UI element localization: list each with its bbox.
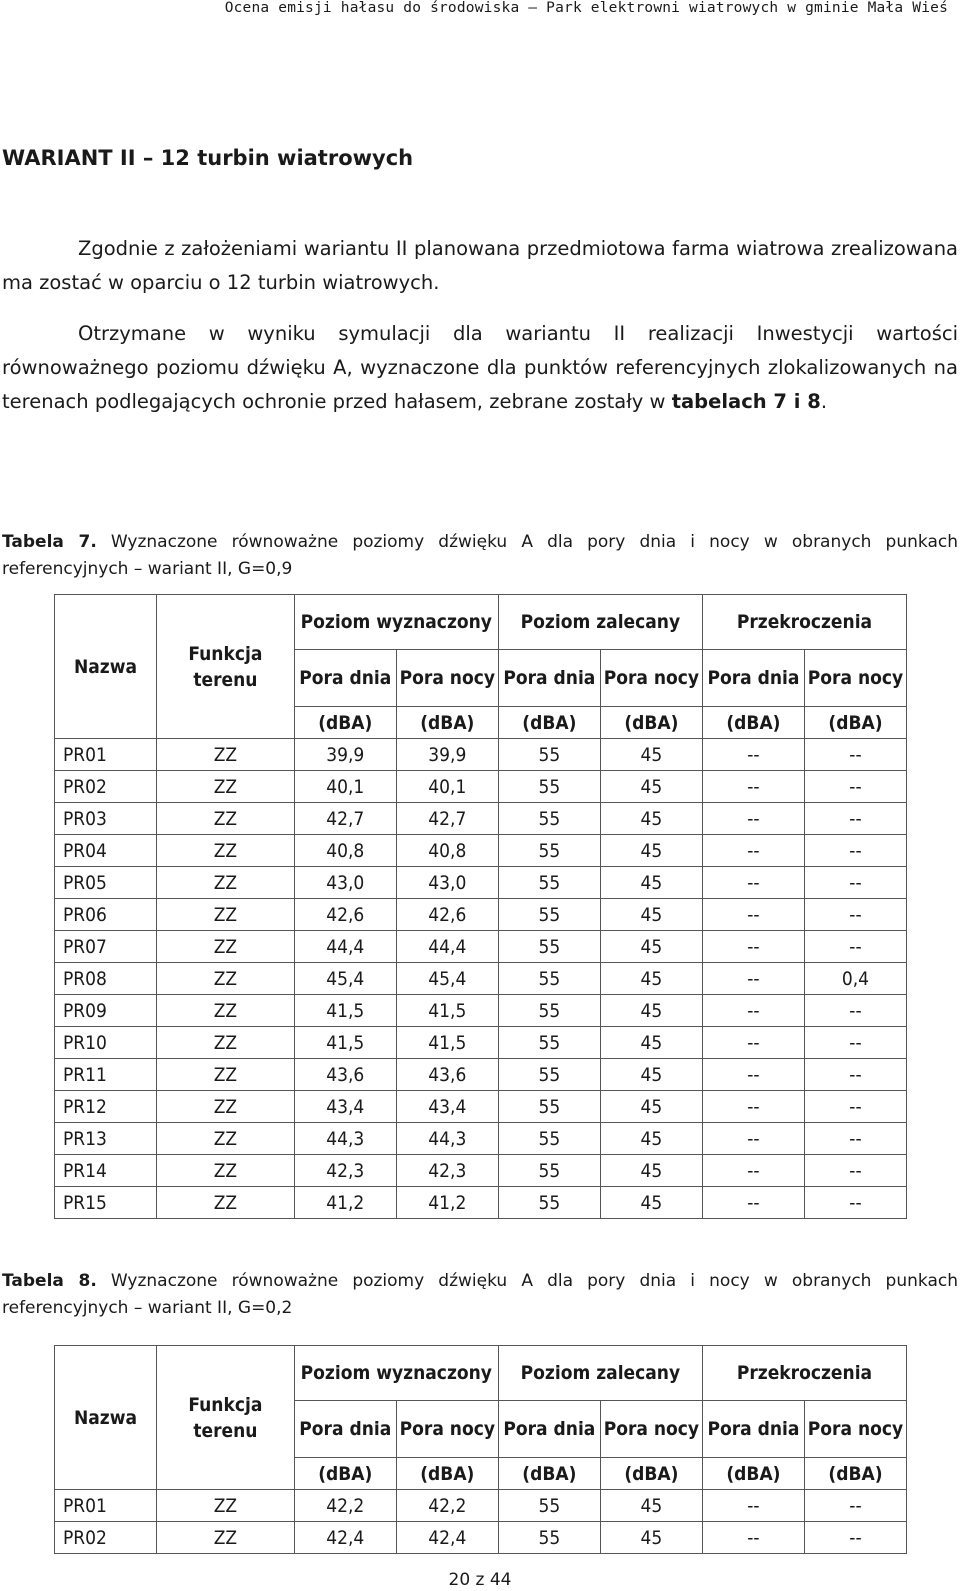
table-reference: tabelach 7 i 8 (671, 390, 821, 413)
header-pora-dnia: Pora dnia (498, 650, 600, 707)
cell-excess-night: -- (804, 771, 906, 803)
cell-excess-day: -- (702, 835, 804, 867)
table-row (55, 963, 907, 995)
cell-level-day: 41,2 (294, 1187, 396, 1219)
cell-excess-night: -- (804, 803, 906, 835)
cell-level-night: 40,1 (396, 771, 498, 803)
cell-level-night: 41,5 (396, 1027, 498, 1059)
cell-land-function: ZZ (157, 1123, 295, 1155)
cell-land-function: ZZ (157, 1059, 295, 1091)
header-unit: (dBA) (498, 707, 600, 739)
header-pora-nocy: Pora nocy (600, 1401, 702, 1458)
cell-limit-night: 45 (600, 1059, 702, 1091)
table-row (55, 931, 907, 963)
cell-level-night: 42,7 (396, 803, 498, 835)
header-unit: (dBA) (804, 1458, 906, 1490)
cell-excess-night: -- (804, 1027, 906, 1059)
cell-excess-night: -- (804, 1490, 906, 1522)
cell-limit-night: 45 (600, 739, 702, 771)
cell-excess-day: -- (702, 1522, 804, 1554)
cell-limit-night: 45 (600, 771, 702, 803)
header-pora-nocy: Pora nocy (396, 1401, 498, 1458)
cell-limit-day: 55 (498, 1059, 600, 1091)
cell-excess-night: -- (804, 1123, 906, 1155)
table8-caption-text: Wyznaczone równoważne poziomy dźwięku A dla pory dnia i nocy w obranych punkach referencyjnych – wariant II, G=0,2 (2, 1271, 958, 1318)
cell-limit-day: 55 (498, 1187, 600, 1219)
header-pora-nocy: Pora nocy (804, 650, 906, 707)
cell-limit-day: 55 (498, 1091, 600, 1123)
table7-body (55, 739, 907, 1219)
table7 (54, 594, 907, 1219)
header-pora-nocy: Pora nocy (804, 1401, 906, 1458)
cell-limit-day: 55 (498, 1123, 600, 1155)
cell-land-function: ZZ (157, 963, 295, 995)
cell-point-name: PR15 (55, 1187, 157, 1219)
cell-point-name: PR09 (55, 995, 157, 1027)
document-header: Ocena emisji hałasu do środowiska – Park elektrowni wiatrowych w gminie Mała Wieś (224, 0, 948, 16)
cell-level-night: 44,3 (396, 1123, 498, 1155)
cell-land-function: ZZ (157, 1027, 295, 1059)
cell-limit-day: 55 (498, 803, 600, 835)
cell-excess-day: -- (702, 995, 804, 1027)
cell-land-function: ZZ (157, 803, 295, 835)
cell-limit-day: 55 (498, 931, 600, 963)
header-poziom-wyznaczony: Poziom wyznaczony (294, 1346, 498, 1401)
cell-level-day: 41,5 (294, 995, 396, 1027)
header-przekroczenia: Przekroczenia (702, 595, 906, 650)
cell-excess-day: -- (702, 1123, 804, 1155)
paragraph-intro (2, 232, 958, 300)
cell-limit-night: 45 (600, 995, 702, 1027)
cell-excess-day: -- (702, 963, 804, 995)
header-pora-dnia: Pora dnia (702, 1401, 804, 1458)
cell-limit-night: 45 (600, 1522, 702, 1554)
cell-limit-day: 55 (498, 739, 600, 771)
cell-level-night: 42,2 (396, 1490, 498, 1522)
cell-level-day: 44,4 (294, 931, 396, 963)
cell-land-function: ZZ (157, 1155, 295, 1187)
cell-land-function: ZZ (157, 1091, 295, 1123)
cell-land-function: ZZ (157, 771, 295, 803)
cell-level-day: 43,4 (294, 1091, 396, 1123)
cell-excess-night: 0,4 (804, 963, 906, 995)
cell-land-function: ZZ (157, 1522, 295, 1554)
table8 (54, 1345, 907, 1554)
table-row (55, 803, 907, 835)
header-nazwa: Nazwa (55, 595, 157, 739)
header-pora-dnia: Pora dnia (498, 1401, 600, 1458)
cell-level-night: 42,6 (396, 899, 498, 931)
table-row (55, 899, 907, 931)
cell-excess-day: -- (702, 1490, 804, 1522)
header-unit: (dBA) (294, 707, 396, 739)
cell-point-name: PR01 (55, 739, 157, 771)
cell-level-day: 45,4 (294, 963, 396, 995)
cell-level-day: 42,6 (294, 899, 396, 931)
cell-excess-night: -- (804, 1187, 906, 1219)
table-row (55, 835, 907, 867)
cell-point-name: PR08 (55, 963, 157, 995)
header-unit: (dBA) (294, 1458, 396, 1490)
cell-level-night: 43,0 (396, 867, 498, 899)
cell-excess-night: -- (804, 1155, 906, 1187)
cell-limit-day: 55 (498, 1027, 600, 1059)
cell-excess-night: -- (804, 899, 906, 931)
table-row (55, 739, 907, 771)
cell-level-night: 42,4 (396, 1522, 498, 1554)
cell-land-function: ZZ (157, 1490, 295, 1522)
cell-limit-night: 45 (600, 803, 702, 835)
cell-limit-day: 55 (498, 1490, 600, 1522)
cell-point-name: PR02 (55, 1522, 157, 1554)
cell-level-day: 44,3 (294, 1123, 396, 1155)
page-number: 20 z 44 (448, 1570, 512, 1590)
cell-level-night: 42,3 (396, 1155, 498, 1187)
paragraph-results-text: Otrzymane w wyniku symulacji dla wariantu II realizacji Inwestycji wartości równoważnego poziomu dźwięku A, wyznaczone dla punktów referencyjnych zlokalizowanych na terenach podlegających ochronie przed hałasem, zebrane zostały w (2, 322, 958, 413)
cell-excess-day: -- (702, 803, 804, 835)
header-pora-nocy: Pora nocy (396, 650, 498, 707)
cell-limit-night: 45 (600, 1155, 702, 1187)
cell-excess-night: -- (804, 867, 906, 899)
cell-excess-day: -- (702, 1155, 804, 1187)
cell-excess-night: -- (804, 1091, 906, 1123)
cell-excess-night: -- (804, 739, 906, 771)
cell-level-day: 42,2 (294, 1490, 396, 1522)
cell-level-day: 39,9 (294, 739, 396, 771)
table-row (55, 995, 907, 1027)
header-pora-nocy: Pora nocy (600, 650, 702, 707)
header-funkcja: Funkcja terenu (157, 1346, 295, 1490)
cell-excess-day: -- (702, 739, 804, 771)
header-unit: (dBA) (804, 707, 906, 739)
cell-level-night: 40,8 (396, 835, 498, 867)
cell-limit-day: 55 (498, 1522, 600, 1554)
table-row (55, 1091, 907, 1123)
table8-caption-label: Tabela 8. (2, 1271, 97, 1291)
cell-land-function: ZZ (157, 835, 295, 867)
header-funkcja: Funkcja terenu (157, 595, 295, 739)
cell-point-name: PR11 (55, 1059, 157, 1091)
cell-excess-day: -- (702, 899, 804, 931)
cell-level-day: 40,1 (294, 771, 396, 803)
cell-limit-day: 55 (498, 867, 600, 899)
cell-point-name: PR01 (55, 1490, 157, 1522)
cell-excess-day: -- (702, 1091, 804, 1123)
table-row (55, 1522, 907, 1554)
cell-point-name: PR02 (55, 771, 157, 803)
paragraph-intro-text: Zgodnie z założeniami wariantu II planowana przedmiotowa farma wiatrowa zrealizowana ma zostać w oparciu o 12 turbin wiatrowych. (2, 237, 958, 294)
table-row (55, 1027, 907, 1059)
header-unit: (dBA) (396, 707, 498, 739)
header-unit: (dBA) (600, 707, 702, 739)
cell-level-day: 43,6 (294, 1059, 396, 1091)
cell-excess-day: -- (702, 771, 804, 803)
cell-level-day: 43,0 (294, 867, 396, 899)
cell-limit-day: 55 (498, 899, 600, 931)
table7-caption-text: Wyznaczone równoważne poziomy dźwięku A dla pory dnia i nocy w obranych punkach referencyjnych – wariant II, G=0,9 (2, 532, 958, 579)
header-nazwa: Nazwa (55, 1346, 157, 1490)
cell-limit-night: 45 (600, 963, 702, 995)
header-unit: (dBA) (600, 1458, 702, 1490)
cell-limit-night: 45 (600, 931, 702, 963)
cell-excess-day: -- (702, 1187, 804, 1219)
paragraph-results-end: . (820, 390, 828, 413)
section-heading: WARIANT II – 12 turbin wiatrowych (2, 146, 414, 170)
cell-level-day: 40,8 (294, 835, 396, 867)
header-unit: (dBA) (498, 1458, 600, 1490)
header-przekroczenia: Przekroczenia (702, 1346, 906, 1401)
table7-caption (2, 529, 958, 583)
cell-limit-day: 55 (498, 771, 600, 803)
cell-excess-night: -- (804, 1059, 906, 1091)
cell-level-night: 43,6 (396, 1059, 498, 1091)
header-pora-dnia: Pora dnia (702, 650, 804, 707)
cell-excess-night: -- (804, 931, 906, 963)
cell-excess-day: -- (702, 931, 804, 963)
table-row (55, 1490, 907, 1522)
header-poziom-zalecany: Poziom zalecany (498, 595, 702, 650)
cell-limit-day: 55 (498, 995, 600, 1027)
cell-land-function: ZZ (157, 995, 295, 1027)
cell-level-night: 44,4 (396, 931, 498, 963)
cell-level-day: 42,7 (294, 803, 396, 835)
header-poziom-wyznaczony: Poziom wyznaczony (294, 595, 498, 650)
cell-level-night: 45,4 (396, 963, 498, 995)
cell-limit-night: 45 (600, 899, 702, 931)
cell-excess-night: -- (804, 835, 906, 867)
cell-point-name: PR06 (55, 899, 157, 931)
cell-excess-day: -- (702, 1027, 804, 1059)
header-poziom-zalecany: Poziom zalecany (498, 1346, 702, 1401)
header-pora-dnia: Pora dnia (294, 650, 396, 707)
cell-limit-night: 45 (600, 1187, 702, 1219)
header-pora-dnia: Pora dnia (294, 1401, 396, 1458)
cell-limit-day: 55 (498, 1155, 600, 1187)
cell-limit-day: 55 (498, 835, 600, 867)
cell-limit-night: 45 (600, 1490, 702, 1522)
cell-excess-day: -- (702, 867, 804, 899)
cell-limit-night: 45 (600, 1123, 702, 1155)
cell-point-name: PR10 (55, 1027, 157, 1059)
cell-level-day: 41,5 (294, 1027, 396, 1059)
table-row (55, 1123, 907, 1155)
cell-point-name: PR14 (55, 1155, 157, 1187)
table-row (55, 867, 907, 899)
paragraph-results (2, 317, 958, 419)
cell-land-function: ZZ (157, 739, 295, 771)
cell-point-name: PR03 (55, 803, 157, 835)
cell-level-day: 42,3 (294, 1155, 396, 1187)
cell-point-name: PR07 (55, 931, 157, 963)
cell-level-night: 41,2 (396, 1187, 498, 1219)
table8-body (55, 1490, 907, 1554)
table-row (55, 1059, 907, 1091)
table-row (55, 771, 907, 803)
cell-level-day: 42,4 (294, 1522, 396, 1554)
header-unit: (dBA) (396, 1458, 498, 1490)
cell-point-name: PR12 (55, 1091, 157, 1123)
cell-excess-night: -- (804, 995, 906, 1027)
cell-limit-night: 45 (600, 1027, 702, 1059)
cell-level-night: 41,5 (396, 995, 498, 1027)
table-row (55, 1155, 907, 1187)
cell-limit-night: 45 (600, 835, 702, 867)
cell-limit-night: 45 (600, 867, 702, 899)
table8-caption (2, 1268, 958, 1322)
cell-point-name: PR13 (55, 1123, 157, 1155)
cell-level-night: 39,9 (396, 739, 498, 771)
table-row (55, 1187, 907, 1219)
cell-land-function: ZZ (157, 1187, 295, 1219)
cell-land-function: ZZ (157, 899, 295, 931)
cell-level-night: 43,4 (396, 1091, 498, 1123)
cell-land-function: ZZ (157, 931, 295, 963)
cell-excess-night: -- (804, 1522, 906, 1554)
cell-land-function: ZZ (157, 867, 295, 899)
header-unit: (dBA) (702, 1458, 804, 1490)
cell-point-name: PR04 (55, 835, 157, 867)
cell-limit-day: 55 (498, 963, 600, 995)
header-unit: (dBA) (702, 707, 804, 739)
cell-excess-day: -- (702, 1059, 804, 1091)
cell-limit-night: 45 (600, 1091, 702, 1123)
table7-caption-label: Tabela 7. (2, 532, 97, 552)
cell-point-name: PR05 (55, 867, 157, 899)
